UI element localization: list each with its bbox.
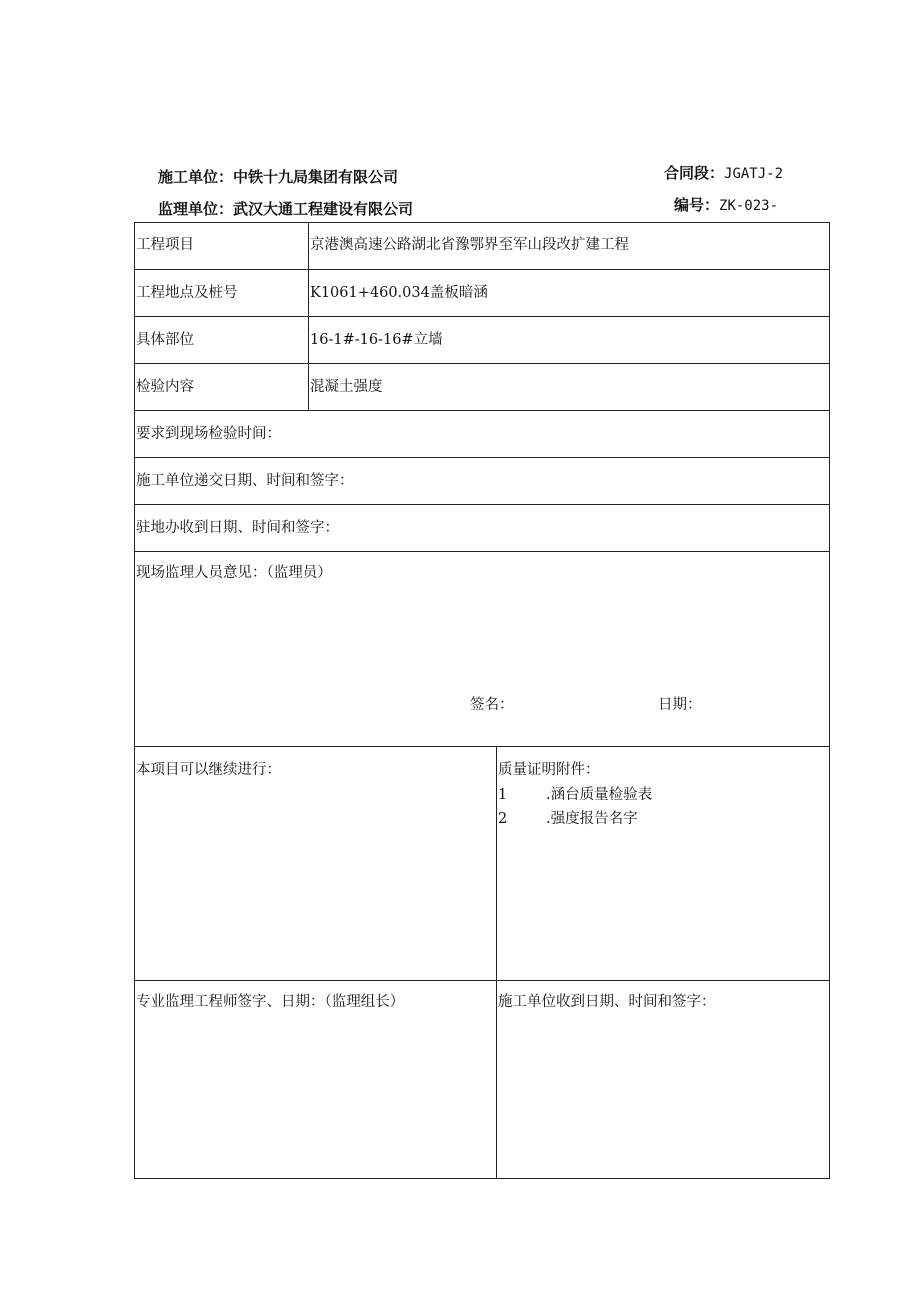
row-divider (134, 504, 830, 505)
contract-label: 合同段： (664, 164, 725, 182)
number-label: 编号： (674, 196, 720, 214)
part-label: 具体部位 (136, 332, 194, 348)
part-value: 16-1#-16-16#立墙 (310, 332, 443, 348)
attachment-1-number: 1 (498, 787, 508, 803)
location-value: K1061+460.034盖板暗涵 (310, 285, 488, 301)
row-divider (134, 457, 830, 458)
inspection-form (134, 222, 830, 1179)
number-line (674, 195, 778, 216)
form-border-left (134, 222, 135, 1179)
supervision-unit-value: 武汉大通工程建设有限公司 (233, 200, 414, 218)
construction-unit-label: 施工单位： (158, 168, 234, 186)
row-divider (134, 746, 830, 747)
row-divider (134, 269, 830, 270)
col-divider (308, 222, 309, 410)
engineer-sign-label: 专业监理工程师签字、日期：（监理组长） (136, 994, 405, 1010)
row-divider (134, 551, 830, 552)
form-border-top (134, 222, 830, 223)
contract-line (664, 163, 783, 184)
continue-label: 本项目可以继续进行： (136, 762, 281, 778)
required-time-label: 要求到现场检验时间： (136, 426, 281, 442)
onsite-opinion-label: 现场监理人员意见：（监理员） (136, 565, 332, 581)
content-label: 检验内容 (136, 379, 194, 395)
construction-unit-value: 中铁十九局集团有限公司 (233, 168, 399, 186)
row-divider (134, 363, 830, 364)
sign-label: 签名： (470, 697, 514, 713)
form-border-right (829, 222, 830, 1179)
supervision-unit-line (158, 199, 413, 219)
row-divider (134, 980, 830, 981)
number-value: ZK-023- (719, 198, 779, 214)
contract-value: JGATJ-2 (724, 166, 784, 182)
project-label: 工程项目 (136, 237, 194, 253)
content-value: 混凝土强度 (310, 379, 383, 395)
location-label: 工程地点及桩号 (136, 285, 238, 301)
form-border-bottom (134, 1178, 830, 1179)
project-value: 京港澳高速公路湖北省豫鄂界至军山段改扩建工程 (310, 237, 629, 253)
attachment-2-number: 2 (498, 811, 508, 827)
construction-unit-line (158, 167, 398, 187)
attachment-1-text: .涵台质量检验表 (546, 787, 653, 803)
attachment-2-text: .强度报告名字 (546, 811, 638, 827)
contractor-received-label: 施工单位收到日期、时间和签字： (498, 994, 716, 1010)
date-label: 日期： (658, 697, 702, 713)
row-divider (134, 410, 830, 411)
col-divider (496, 746, 497, 1179)
submit-label: 施工单位递交日期、时间和签字： (136, 473, 354, 489)
row-divider (134, 316, 830, 317)
attachments-label: 质量证明附件： (498, 762, 600, 778)
office-received-label: 驻地办收到日期、时间和签字： (136, 520, 339, 536)
supervision-unit-label: 监理单位： (158, 200, 234, 218)
